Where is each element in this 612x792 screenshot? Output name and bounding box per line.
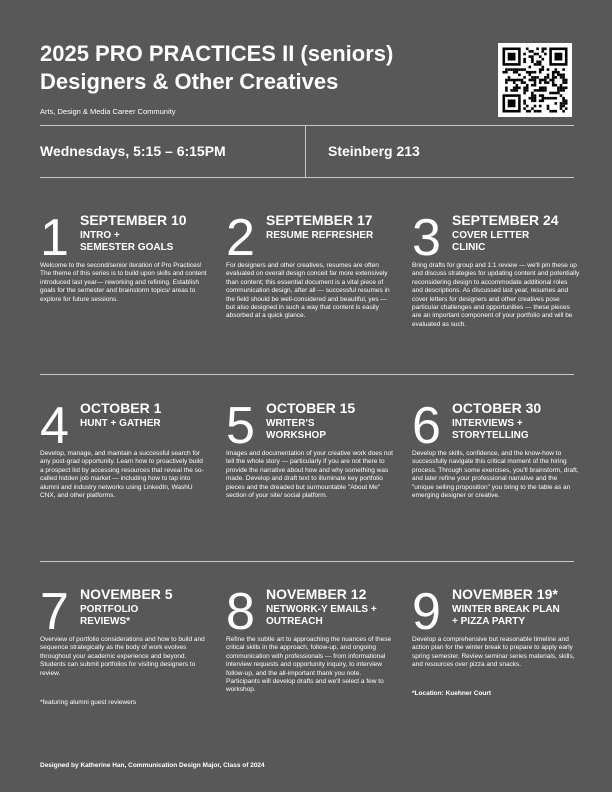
divider-top (40, 125, 574, 126)
topic-line-1: PORTFOLIO (80, 604, 139, 615)
topic-line-1: INTRO + (80, 230, 120, 241)
session-number: 7 (40, 583, 68, 641)
session-date: NOVEMBER 12 (266, 586, 367, 602)
session-description: Develop the skills, confidence, and the know-how to successfully navigate this critical moment of the hiring process. Through some exercises, you'll brainstorm, draft, and later refine your professional narrative and the "unique selling proposition" you bring to the table as an emerging designer or creative. (412, 450, 579, 500)
session-description: Refine the subtle art to approaching the nuances of these critical skills in the approach, follow-up, and ongoing communication with professionals — from informational interview requests and opportunity inquiry, to interview follow-up, and the all-important thank you note. Participants will develop drafts and we'll select a few to workshop. (226, 636, 392, 694)
session-topic (80, 604, 215, 628)
session-number: 9 (412, 583, 440, 641)
topic-line-2: CLINIC (452, 242, 486, 253)
session-description: Overview of portfolio considerations and how to build and sequence strategically as the body of work evolves throughout your academic experience and beyond. Students can submit portfolios for visiting designers to review. (40, 636, 205, 677)
schedule-text: Wednesdays, 5:15 – 6:15PM (40, 143, 226, 159)
session-date: SEPTEMBER 24 (452, 212, 559, 228)
qr-code-icon[interactable] (498, 43, 572, 117)
topic-line-1: INTERVIEWS + (452, 418, 523, 429)
session-description: Develop, manage, and maintain a successful search for any post-grad opportunity. Learn how to proactively build a prospect list by accessing resources that reveal the so-called hidden job market — including how to tap into alumni and industry networks using LinkedIn, WashU CNX, and other platforms. (40, 450, 204, 500)
session-description: Develop a comprehensive but reasonable timeline and action plan for the winter break to prepare to apply early spring semester. Review seminar series materials, skills, and resources over pizza and snacks. (412, 636, 575, 669)
topic-line-2: STORYTELLING (452, 430, 529, 441)
session-topic (452, 418, 587, 442)
session-number: 2 (226, 209, 254, 267)
session-description: Welcome to the second/senior iteration of Pro Practices! The theme of this series is to build upon skills and content introduced last year— reworking and refining. Establish goals for the semester and brainstorm topics/ areas to explore for future sessions. (40, 262, 207, 303)
session-date: NOVEMBER 5 (80, 586, 173, 602)
session-topic (266, 418, 401, 442)
session-number: 5 (226, 397, 254, 455)
topic-line-1: WINTER BREAK PLAN (452, 604, 560, 615)
session-topic (80, 230, 215, 254)
session-number: 8 (226, 583, 254, 641)
session-topic (80, 418, 215, 430)
topic-line-1: NETWORK-Y EMAILS + (266, 604, 377, 615)
session-topic (266, 604, 401, 628)
topic-line-2: SEMESTER GOALS (80, 242, 174, 253)
session-description: Bring drafts for group and 1:1 review — we'll pin these up and discuss strategies for updating content and potentially reconsidering design to accommodate additional roles and descriptions. As discussed last year, resumes and cover letters for designers and other creatives pose particular challenges and opportunities — these pieces are an important component of your portfolio and will be evaluated as such. (412, 262, 580, 328)
topic-line-1: COVER LETTER (452, 230, 530, 241)
topic-line-2: OUTREACH (266, 616, 323, 627)
topic-line-2: REVIEWS* (80, 616, 131, 627)
session-note: *featuring alumni guest reviewers (40, 699, 137, 706)
session-number: 4 (40, 397, 68, 455)
location-text: Steinberg 213 (328, 143, 420, 159)
session-number: 1 (40, 209, 68, 267)
title-line-2: Designers & Other Creatives (40, 69, 339, 94)
session-topic (266, 230, 401, 242)
session-description: Images and documentation of your creative work does not tell the whole story — particularly if you are not there to provide the narrative about how and why something was made. Develop and draft text to illuminate key portfolio pieces and the dreaded but surmountable "About Me" section of your site/ social platform. (226, 450, 393, 500)
session-date: SEPTEMBER 10 (80, 212, 187, 228)
session-topic (452, 604, 587, 628)
topic-line-1: WRITER'S (266, 418, 315, 429)
session-date: OCTOBER 30 (452, 400, 542, 416)
divider-info-bottom (40, 177, 574, 178)
session-date: OCTOBER 1 (80, 400, 162, 416)
session-date: SEPTEMBER 17 (266, 212, 373, 228)
page-title (40, 40, 480, 96)
divider-row-1 (40, 374, 574, 375)
session-note: *Location: Kuehner Court (412, 690, 492, 697)
topic-line-2: + PIZZA PARTY (452, 616, 526, 627)
session-description: For designers and other creatives, resumes are often evaluated on overall design conceit far more extensively than content; this essential document is a vital piece of communication design, after all — successful resumes in the field should be well-considered and beautiful, yes — but also designed in such a way that content is easily absorbed at a quick glance. (226, 262, 390, 320)
divider-row-2 (40, 561, 574, 562)
topic-line-2: WORKSHOP (266, 430, 326, 441)
topic-line-1: HUNT + GATHER (80, 418, 161, 429)
footer-credit: Designed by Katherine Han, Communication Design Major, Class of 2024 (40, 762, 265, 769)
session-date: NOVEMBER 19* (452, 586, 558, 602)
session-date: OCTOBER 15 (266, 400, 356, 416)
divider-vertical (305, 125, 306, 177)
session-number: 6 (412, 397, 440, 455)
session-number: 3 (412, 209, 440, 267)
title-line-1: 2025 PRO PRACTICES II (seniors) (40, 41, 394, 66)
subtitle: Arts, Design & Media Career Community (40, 107, 176, 116)
session-topic (452, 230, 587, 254)
topic-line-1: RESUME REFRESHER (266, 230, 374, 241)
